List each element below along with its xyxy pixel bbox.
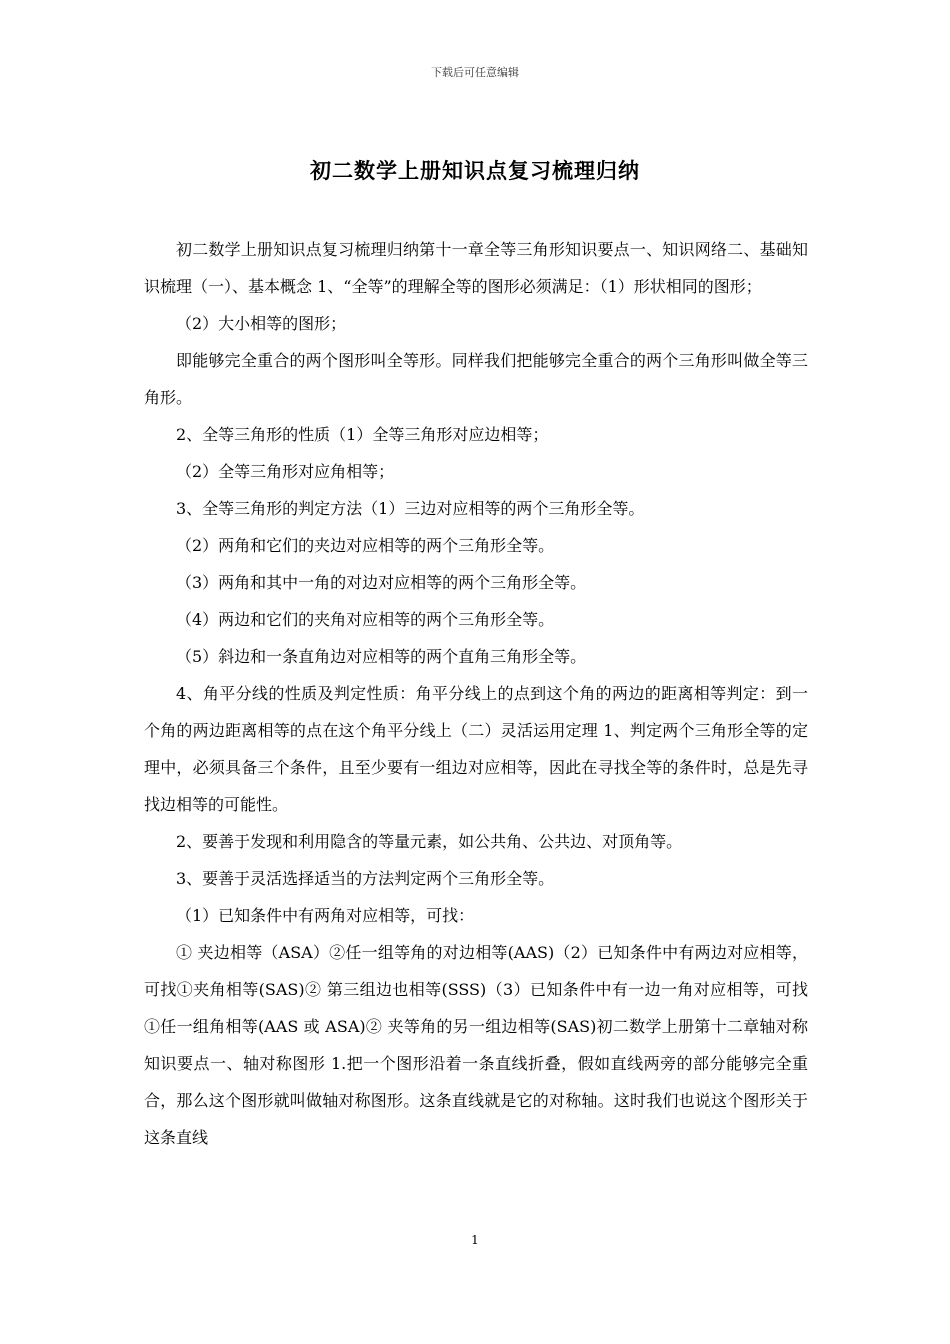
paragraph: 初二数学上册知识点复习梳理归纳第十一章全等三角形知识要点一、知识网络二、基础知识梳理（一）、基本概念 1、“全等”的理解全等的图形必须满足：（1）形状相同的图形； bbox=[144, 240, 808, 296]
paragraph: （2）大小相等的图形； bbox=[176, 314, 347, 333]
paragraph: （1）已知条件中有两角对应相等，可找： bbox=[176, 906, 475, 925]
document-body bbox=[144, 231, 808, 1156]
paragraph: （5）斜边和一条直角边对应相等的两个直角三角形全等。 bbox=[176, 647, 587, 666]
paragraph: 4、角平分线的性质及判定性质：角平分线上的点到这个角的两边的距离相等判定：到一个角的两边距离相等的点在这个角平分线上（二）灵活运用定理 1、判定两个三角形全等的定理中，必须具备三个条件，且至少要有一组边对应相等，因此在寻找全等的条件时，总是先寻找边相等的可能性。 bbox=[144, 684, 808, 814]
page-header: 下载后可任意编辑 bbox=[431, 66, 519, 79]
paragraph: （2）全等三角形对应角相等； bbox=[176, 462, 395, 481]
paragraph: （2）两角和它们的夹边对应相等的两个三角形全等。 bbox=[176, 536, 555, 555]
document-title: 初二数学上册知识点复习梳理归纳 bbox=[310, 159, 640, 183]
paragraph: （3）两角和其中一角的对边对应相等的两个三角形全等。 bbox=[176, 573, 587, 592]
paragraph: 3、全等三角形的判定方法（1）三边对应相等的两个三角形全等。 bbox=[176, 499, 645, 518]
paragraph: 即能够完全重合的两个图形叫全等形。同样我们把能够完全重合的两个三角形叫做全等三角形。 bbox=[144, 351, 808, 407]
paragraph: ① 夹边相等（ASA）②任一组等角的对边相等(AAS)（2）已知条件中有两边对应相等，可找①夹角相等(SAS)② 第三组边也相等(SSS)（3）已知条件中有一边一角对应相等，可找①任一组角相等(AAS 或 ASA)② 夹等角的另一组边相等(SAS)初二数学上册第十二章轴对称知识要点一、轴对称图形 1.把一个图形沿着一条直线折叠，假如直线两旁的部分能够完全重合，那么这个图形就叫做轴对称图形。这条直线就是它的对称轴。这时我们也说这个图形关于这条直线 bbox=[144, 943, 808, 1147]
paragraph: 2、全等三角形的性质（1）全等三角形对应边相等； bbox=[176, 425, 549, 444]
paragraph: 2、要善于发现和利用隐含的等量元素，如公共角、公共边、对顶角等。 bbox=[176, 832, 683, 851]
page-number: 1 bbox=[471, 1233, 479, 1247]
paragraph: 3、要善于灵活选择适当的方法判定两个三角形全等。 bbox=[176, 869, 555, 888]
paragraph: （4）两边和它们的夹角对应相等的两个三角形全等。 bbox=[176, 610, 555, 629]
